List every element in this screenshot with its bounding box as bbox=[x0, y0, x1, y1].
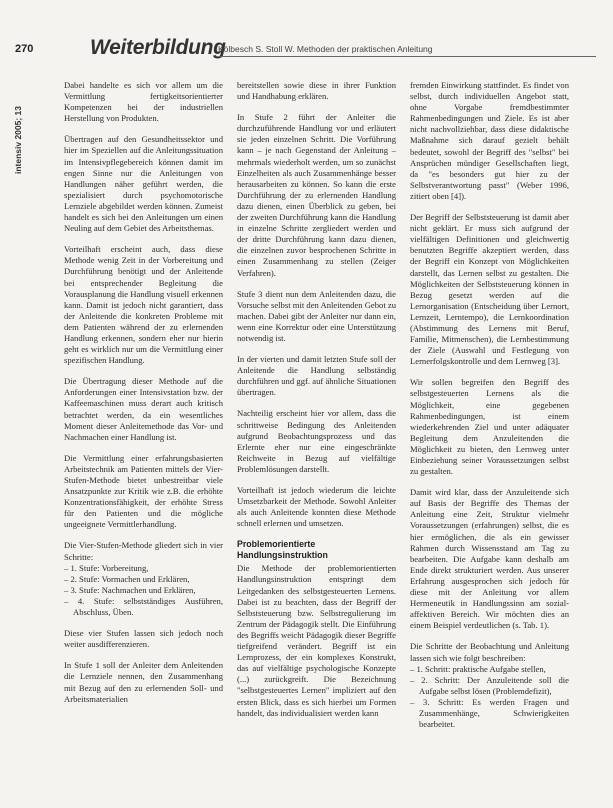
list-item: – 4. Stufe: selbstständiges Ausführen, Abschluss, Üben. bbox=[64, 595, 223, 618]
paragraph: Dabei handelte es sich vor allem um die Vermittlung fertigkeitsorientierter Kompetenzen bei der industriellen Herstellung von Produkten. bbox=[64, 80, 223, 124]
paragraph: Diese vier Stufen lassen sich jedoch noch weiter ausdifferenzieren. bbox=[64, 628, 223, 650]
paragraph: Stufe 3 dient nun dem Anleitenden dazu, die Vorsuche selbst mit den Anleitenden Gebot zu machen. Dabei gibt der Anleiter nur dann ein, wenn eine Korrektur oder eine Unterstützung notwendig ist. bbox=[237, 288, 396, 343]
list-item: – 2. Schritt: Der Anzuleitende soll die Aufgabe selbst lösen (Problemdefizit), bbox=[410, 674, 569, 696]
paragraph: In Stufe 1 soll der Anleiter dem Anleitenden die Lernziele nennen, den Zusammenhang mit Bezug auf den zu erlernenden Soll- und Arbeitsmaterialien bbox=[64, 660, 223, 704]
page-header bbox=[0, 30, 613, 64]
paragraph: fremden Einwirkung stattfindet. Es findet von selbst, durch individuellen Angebot statt, ohne Vorgabe fremdbestimmter Rahmenbedingungen und Ziele. Es ist aber nicht nachvollziehbar, dass diese didaktische Maßnahme sich darauf gezielt behält bedeutet, sowohl der Begriff des "selbst" bei Ansprüchen mündiger Gesellschaften liegt, da "es besonders gut hier zu der Selbstverantwortung passt" (Weber 1996, zitiert oben [4]). bbox=[410, 80, 569, 201]
paragraph: In der vierten und damit letzten Stufe soll der Anleitende die Handlung selbständig durchführen und ggf. auf ähnliche Situationen übertragen. bbox=[237, 354, 396, 398]
page-number: 270 bbox=[15, 43, 34, 55]
list-item: – 1. Stufe: Vorbereitung, bbox=[64, 562, 149, 573]
list-item: – 2. Stufe: Vormachen und Erklären, bbox=[64, 573, 190, 584]
journal-side-label bbox=[8, 80, 23, 210]
paragraph: bereitstellen sowie diese in ihrer Funktion und Handhabung erklären. bbox=[237, 80, 396, 102]
paragraph: Die Vier-Stufen-Methode gliedert sich in vier Schritte: bbox=[64, 540, 223, 562]
list-item: – 3. Stufe: Nachmachen und Erklären, bbox=[64, 584, 196, 595]
side-label-text: intensiv 2005; 13 bbox=[13, 105, 23, 175]
steps-list bbox=[64, 563, 223, 618]
paragraph: Die Schritte der Beobachtung und Anleitung lassen sich wie folgt beschreiben: bbox=[410, 641, 569, 663]
paragraph: Vorteilhaft ist jedoch wiederum die leichte Umsetzbarkeit der Methode. Sowohl Anleiter als auch Anleitende konnten diese Methode schnell erlernen und umsetzen. bbox=[237, 485, 396, 529]
paragraph: Übertragen auf den Gesundheitssektor und hier im Speziellen auf die Anleitungssituation im Intensivpflegebereich können damit im engen Sinne nur die Anleitungen von Handlungen näher geführt werden, die spezialisiert durch psychomotorische Lernziele abgebildet werden können. Zumeist handelt es sich bei den Anleitungen um einen Neuling auf dem Gebiet des Arbeitsthemas. bbox=[64, 134, 223, 234]
subheading: Problemorientierte Handlungsinstruktion bbox=[237, 539, 328, 561]
running-head: Kölbesch S. Stoll W. Methoden der praktischen Anleitung bbox=[218, 44, 596, 57]
paragraph: Nachteilig erscheint hier vor allem, dass die schrittweise Bedingung des Anleitenden aufgrund Beobachtungsprozess und das Erlernte eher nur eine eingeschränkte Reichweite in Bezug auf vielfältige Problemlösungen darstellt. bbox=[237, 408, 396, 474]
paragraph: Die Übertragung dieser Methode auf die Anforderungen einer Intensivstation bzw. der Kaffeemaschinen muss derart auch kritisch betrachtet werden, da ein wesentliches Moment dieser Anleitemethode das Vor- und Nachmachen einer Handlung ist. bbox=[64, 376, 223, 442]
paragraph: Damit wird klar, dass der Anzuleitende sich auf Basis der Begriffe des Themas der Anleitung eine Zeit, Struktur vielmehr Voraussetzungen (erfahrungen) selbst, die es hier ermöglichen, die als ein gewisser Rahmen durch Wissensstand am Tag zu bearbeiten. Die Aufgabe kann deshalb am Ende direkt strukturiert werden. Aus unserer Erfahrung ausgesprochen sich jedoch für diese mit der Anleitung vor allem Hermeneutik in Handlungssinn am sozial-affektiven Bereich. Wir möchten dies an einem Beispiel verdeutlichen (s. Tab. 1). bbox=[410, 487, 569, 631]
paragraph: Wir sollen begreifen den Begriff des selbstgesteuerten Lernens als die Möglichkeit, eine gegebenen Rahmenbedingungen, ist einem wiederkehrenden Ziel und unter adäquater Begleitung dem Anzuleitenden die Möglichkeit zu bieten, den Lernweg unter Einbeziehung seiner Voraussetzungen selbst zu gestalten. bbox=[410, 377, 569, 477]
paragraph: Der Begriff der Selbststeuerung ist damit aber nicht geklärt. Er muss sich aufgrund der vielfältigen Definitionen und gleichwertig benutzten Begriffe akzeptiert werden, dass der Begriff ein Konzept von Möglichkeiten darstellt, das Lernen selbst zu gestalten. Die Möglichkeiten der Selbststeuerung können in Bezug gesetzt werden auf die Lernorganisation (Entscheidung über Lernort, Lernzeit, Lerntempo), die Lernkoordination (Abstimmung des Lernens mit Beruf, Familie, Mitmenschen), die Lernbestimmung der Ziele (Auswahl und Festlegung von Lernerfolgskontrolle und dem Lernweg [3]. bbox=[410, 212, 569, 367]
list-item: – 3. Schritt: Es werden Fragen und Zusammenhänge, Schwierigkeiten bearbeitet. bbox=[410, 696, 569, 730]
column-left bbox=[64, 80, 223, 715]
steps-list bbox=[410, 664, 569, 731]
column-middle bbox=[237, 80, 396, 729]
section-title: Weiterbildung bbox=[90, 36, 226, 59]
paragraph: Vorteilhaft erscheint auch, dass diese Methode wenig Zeit in der Vorbereitung und Durchführung benötigt und der Anleitende bei entsprechender Begleitung die Vorausplanung die Handlung visuell erkennen kann. Damit ist jedoch nicht garantiert, dass der Anleitende die konkreten Probleme mit dem Patienten während der zu erlernenden Handlung erkennen, sondern eher nur hierin geht es wirklich nur um die Vermittlung einer spezifischen Handlung. bbox=[64, 244, 223, 366]
paragraph: Die Vermittlung einer erfahrungsbasierten Arbeitstechnik am Patienten mittels der Vier-Stufen-Methode bietet unbestreitbar viele Ansatzpunkte zur Kritik wie z.B. die erhöhte Konzentrationsfähigkeit, der erhöhte Stress für den Patienten und die mögliche ungeeignete Vermittlerhandlung. bbox=[64, 452, 223, 530]
column-right bbox=[410, 80, 569, 740]
paragraph: In Stufe 2 führt der Anleiter die durchzuführende Handlung vor und erläutert sie jeden einzelnen Schritt. Die Vorführung kann – je nach Gegenstand der Anleitung – mehrmals wiederholt werden, um so zunächst Einzelheiten als auch Zusammenhänge besser herausarbeiten zu können. So kann die erste Durchführung der zu erlernenden Handlung dazu dienen, einen Überblick zu geben, bei der zweiten Durchführung kann die Handlung in einzelne Schritte zergliedert werden und der dritte Durchführung kann dazu dienen, die einzelnen zuvor besprochenen Schritte in einen Zusammenhang zu stellen (Zeiger Verfahren). bbox=[237, 112, 396, 278]
paragraph: Die Methode der problemorientierten Handlungsinstruktion entspringt dem Leitgedanken des selbstgesteuerten Lernens. Dabei ist zu beachten, dass der Begriff der Selbststeuerung bzw. Selbstregulierung im Zentrum der Pädagogik stellt. Die Einführung des Begriffs weicht Pädagogik dieser Begriffe tiefgreifend verändert. Begriff ist ein Lernprozess, der ein komplexes Konstrukt, das auf vielfältige psychologische Konzepte (...) zurückgreift. Die Bezeichnung "selbstgesteuertes Lernen" impliziert auf den ersten Blick, dass es sich hierbei um Formen handelt, das individualisiert werden kann bbox=[237, 563, 396, 718]
list-item: – 1. Schritt: praktische Aufgabe stellen, bbox=[410, 663, 546, 674]
